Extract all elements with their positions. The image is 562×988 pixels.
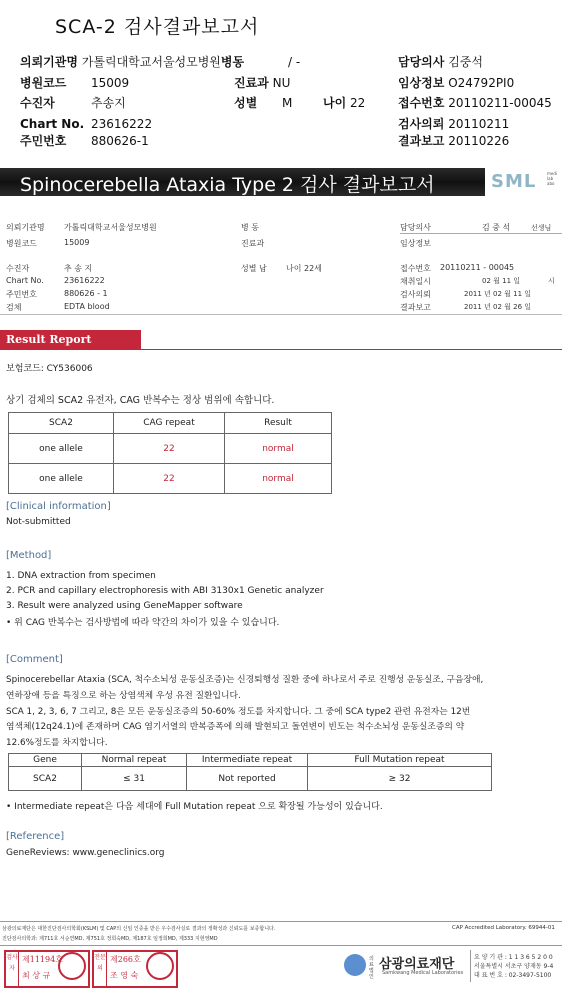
result-report-rule — [141, 349, 562, 350]
specialist-stamp-number: 제266호 — [110, 955, 141, 964]
summary-report: 결과보고 20110226 — [398, 134, 510, 148]
range-cell-gene: SCA2 — [9, 767, 82, 791]
info-rrn-value: 880626 - 1 — [64, 289, 108, 298]
reference-text: GeneReviews: www.geneclinics.org — [6, 848, 165, 858]
range-header-full: Full Mutation repeat — [308, 754, 492, 767]
sml-logo: SML — [491, 171, 537, 192]
info-sex: 성별 남 — [241, 264, 267, 273]
summary-clinical: 임상정보 O24792PI0 — [398, 76, 515, 90]
range-header-intermediate: Intermediate repeat — [187, 754, 308, 767]
summary-age: 나이 22 — [323, 96, 366, 110]
result-table — [8, 412, 332, 494]
method-heading: [Method] — [6, 550, 52, 561]
comment-heading: [Comment] — [6, 654, 63, 665]
range-table — [8, 753, 492, 791]
result-cell-cag: 22 — [114, 464, 225, 494]
samkwang-logo-icon — [344, 954, 366, 976]
comment-line: 12.6%정도를 차지합니다. — [6, 738, 108, 748]
info-patient-value: 추 송 지 — [64, 264, 93, 273]
info-collect-hour: 시 — [548, 277, 555, 285]
info-request-label: 검사의뢰 — [400, 290, 431, 299]
comment-line: 염색체(12q24.1)에 존재하며 CAG 염기서열의 반복증폭에 의해 발현되고 돌연변이 빈도는 척수소뇌성 운동실조증의 약 — [6, 722, 465, 732]
summary-ward: / - — [288, 55, 301, 69]
info-doctor-label: 담당의사 — [400, 223, 431, 232]
comment-line: 연하장애 등을 특징으로 하는 상염색체 우성 유전 질환입니다. — [6, 691, 241, 701]
result-conclusion: 상기 검체의 SCA2 유전자, CAG 반복수는 정상 범위에 속합니다. — [6, 395, 275, 406]
info-result-date-label: 결과보고 — [400, 303, 431, 312]
info-specimen-value: EDTA blood — [64, 302, 110, 311]
info-age: 나이 22세 — [286, 264, 322, 273]
result-cell-allele: one allele — [9, 434, 114, 464]
info-doctor-value: 김 중 석 — [482, 223, 511, 232]
org-prefix: 의료법인 — [369, 956, 374, 980]
footer-certification: 삼광의료재단은 대한진단검사의학회(KSLM) 및 CAP의 신임 인증을 받은 우수검사실로 결과의 정확성과 신뢰도를 보증합니다. — [2, 926, 276, 932]
summary-sex-value: M — [282, 96, 293, 110]
examiner-stamp-name: 최 상 규 — [22, 971, 51, 980]
result-report-header: Result Report — [0, 330, 141, 350]
info-doctor-underline — [400, 233, 562, 234]
method-line: 1. DNA extraction from specimen — [6, 571, 156, 581]
examiner-stamp-label: 검사자 — [6, 952, 19, 986]
document-title: SCA-2 검사결과보고서 — [55, 16, 260, 38]
table-row — [9, 464, 332, 494]
reference-heading: [Reference] — [6, 831, 65, 842]
footer-cap: CAP Accredited Laboratory. 69944-01 — [452, 925, 555, 931]
info-bottom-rule — [0, 314, 562, 315]
info-dept-label: 진료과 — [241, 239, 265, 248]
summary-receipt: 접수번호 20110211-00045 — [398, 96, 552, 110]
info-collect-label: 채취일시 — [400, 277, 431, 286]
method-line: 3. Result were analyzed using GeneMapper software — [6, 601, 243, 611]
info-patient-label: 수진자 — [6, 264, 30, 273]
info-request-value: 2011 년 02 월 11 일 — [464, 290, 532, 298]
result-cell-allele: one allele — [9, 464, 114, 494]
method-note: • 위 CAG 반복수는 검사방법에 따라 약간의 차이가 있을 수 있습니다. — [6, 618, 280, 628]
footer-staff: 진단검사의학과: 제711호 서순연MD, 제751호 정희숙MD, 제187호 임정희MD, 제333 지현영MD — [2, 936, 218, 942]
info-specimen-label: 검체 — [6, 303, 22, 312]
result-header-gene: SCA2 — [9, 413, 114, 434]
result-cell-cag: 22 — [114, 434, 225, 464]
info-institution-label: 의뢰기관명 — [6, 223, 45, 232]
result-table-header — [9, 413, 332, 434]
info-result-date-value: 2011 년 02 월 26 일 — [464, 303, 532, 311]
summary-chart-value: 23616222 — [91, 117, 153, 131]
result-cell-result: normal — [225, 464, 332, 494]
report-banner-title: Spinocerebella Ataxia Type 2 검사 결과보고서 — [20, 174, 435, 196]
info-doctor-suffix: 선생님 — [531, 224, 552, 232]
org-contact: 요 양 기 관 : 1 1 3 6 5 2 0 0 서울특별시 서초구 양재동 9-4 대 표 번 호 : 02-3497-5100 — [474, 954, 554, 979]
info-chart-label: Chart No. — [6, 276, 44, 285]
info-chart-value: 23616222 — [64, 276, 105, 285]
clinical-text: Not-submitted — [6, 517, 71, 527]
insurance-code: 보험코드: CY536006 — [6, 364, 93, 374]
range-note: • Intermediate repeat은 다음 세대에 Full Mutation repeat 으로 확장될 가능성이 있습니다. — [6, 802, 383, 812]
specialist-stamp-label: 전문의 — [94, 952, 107, 986]
table-row — [9, 434, 332, 464]
footer-rule — [0, 921, 562, 922]
info-clinical-label: 임상정보 — [400, 239, 431, 248]
range-cell-full: ≥ 32 — [308, 767, 492, 791]
summary-hospital-code-value: 15009 — [91, 76, 130, 90]
range-header-gene: Gene — [9, 754, 82, 767]
summary-hospital-code: 병원코드 — [20, 76, 67, 90]
info-receipt-value: 20110211 - 00045 — [440, 263, 515, 272]
info-institution-value: 가톨릭대학교서울성모병원 — [64, 223, 157, 232]
result-header-cag: CAG repeat — [114, 413, 225, 434]
org-name: 삼광의료재단 — [379, 957, 455, 972]
comment-line: Spinocerebellar Ataxia (SCA, 척수소뇌성 운동실조증)는 신경퇴행성 질환 중에 하나로서 주로 진행성 운동실조, 구음장애, — [6, 675, 484, 685]
info-rrn-label: 주민번호 — [6, 290, 37, 299]
result-header-result: Result — [225, 413, 332, 434]
seal-icon — [146, 952, 174, 980]
method-line: 2. PCR and capillary electrophoresis with ABI 3130x1 Genetic analyzer — [6, 586, 324, 596]
range-header-normal: Normal repeat — [82, 754, 187, 767]
info-collect-value: 02 월 11 일 — [482, 277, 521, 285]
summary-sex: 성별 — [234, 96, 258, 110]
summary-rrn: 주민번호 — [20, 134, 67, 148]
footer-rule-2 — [0, 945, 562, 946]
summary-doctor: 담당의사 김중석 — [398, 55, 483, 69]
summary-exam: 검사의뢰 20110211 — [398, 117, 510, 131]
org-english-name: Samkwang Medical Laboratories — [382, 970, 464, 976]
info-hospital-code-label: 병원코드 — [6, 239, 37, 248]
range-table-header — [9, 754, 492, 767]
examiner-stamp-number: 제11194호 — [22, 955, 63, 964]
clinical-heading: [Clinical information] — [6, 501, 111, 512]
summary-institution: 의뢰기관명 가톨릭대학교서울성모병원병동 — [20, 55, 245, 69]
sml-logo-subtext: medi lab abo — [547, 171, 558, 186]
seal-icon — [58, 952, 86, 980]
range-cell-normal: ≤ 31 — [82, 767, 187, 791]
footer-divider — [470, 950, 471, 982]
summary-dept: 진료과 NU — [234, 76, 291, 90]
comment-line: SCA 1, 2, 3, 6, 7 그리고, 8은 모든 운동실조증의 50-60% 정도를 차지합니다. 그 중에 SCA type2 관련 유전자는 12번 — [6, 707, 471, 717]
info-ward-label: 병 동 — [241, 223, 259, 232]
range-cell-intermediate: Not reported — [187, 767, 308, 791]
info-hospital-code-value: 15009 — [64, 238, 90, 247]
info-receipt-label: 접수번호 — [400, 264, 431, 273]
specialist-stamp-name: 조 영 숙 — [110, 971, 139, 980]
summary-chart: Chart No. — [20, 117, 85, 131]
table-row — [9, 767, 492, 791]
result-cell-result: normal — [225, 434, 332, 464]
summary-patient: 수진자 — [20, 96, 55, 110]
summary-rrn-value: 880626-1 — [91, 134, 149, 148]
summary-patient-value: 추송지 — [91, 96, 126, 110]
